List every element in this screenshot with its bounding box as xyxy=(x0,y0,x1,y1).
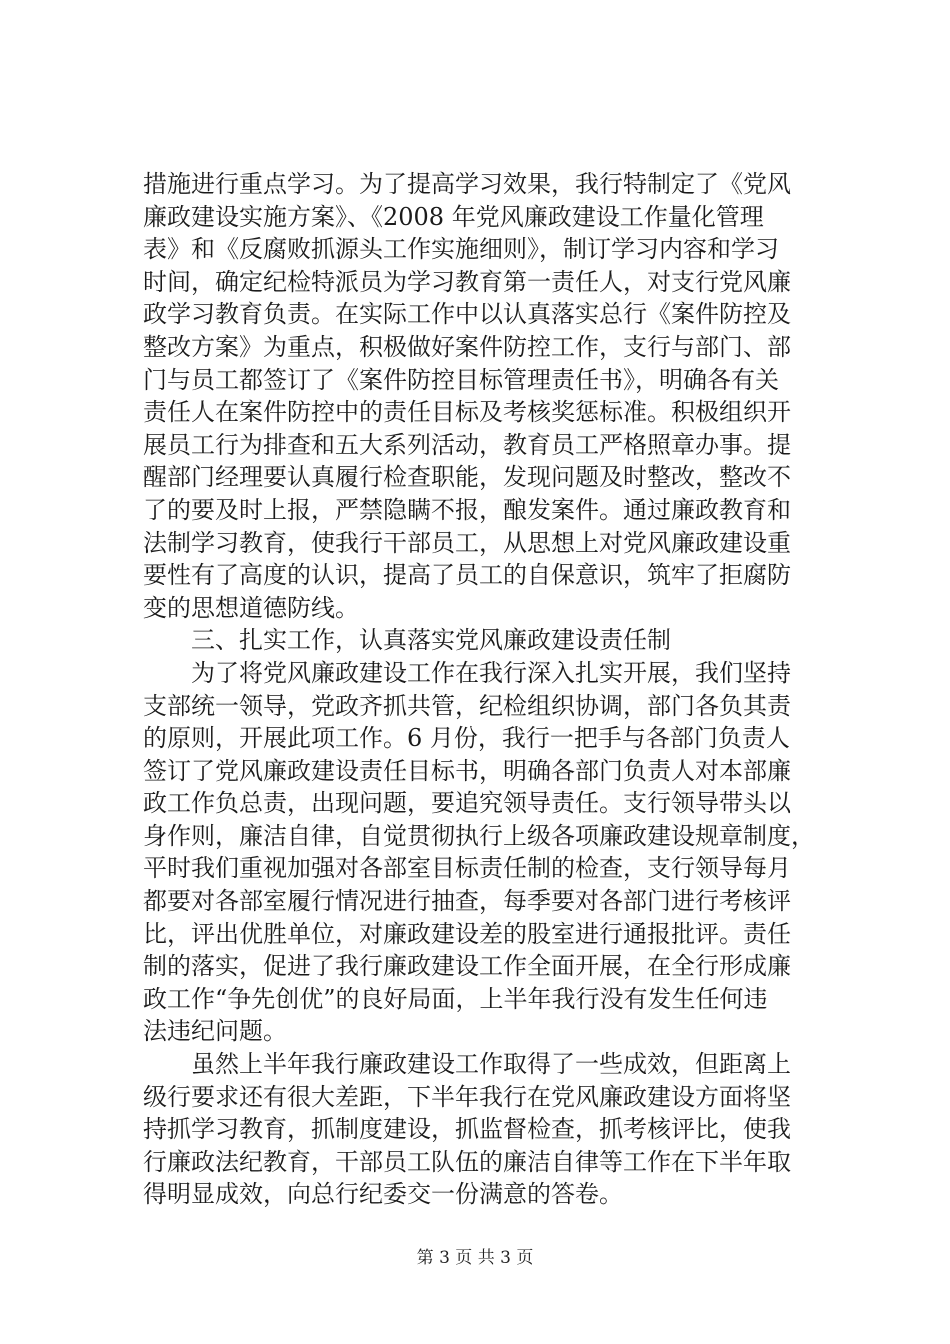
text-line: 法违纪问题。 xyxy=(143,1017,287,1046)
text-line: 得明显成效，向总行纪委交一份满意的答卷。 xyxy=(143,1180,623,1209)
text-line: 法制学习教育，使我行干部员工，从思想上对党风廉政建设重 xyxy=(143,528,791,557)
text-line: 门与员工都签订了《案件防控目标管理责任书》，明确各有关 xyxy=(143,365,779,394)
text-line: 时间，确定纪检特派员为学习教育第一责任人，对支行党风廉 xyxy=(143,267,791,296)
text-line: 政工作负总责，出现问题，要追究领导责任。支行领导带头以 xyxy=(143,789,791,818)
text-line: 责任人在案件防控中的责任目标及考核奖惩标准。积极组织开 xyxy=(143,398,791,427)
text-line: 展员工行为排查和五大系列活动，教育员工严格照章办事。提 xyxy=(143,430,791,459)
text-line: 都要对各部室履行情况进行抽查，每季要对各部门进行考核评 xyxy=(143,887,791,916)
text-line: 要性有了高度的认识，提高了员工的自保意识，筑牢了拒腐防 xyxy=(143,561,791,590)
text-line: 签订了党风廉政建设责任目标书，明确各部门负责人对本部廉 xyxy=(143,756,791,785)
text-line: 了的要及时上报，严禁隐瞒不报，酿发案件。通过廉政教育和 xyxy=(143,495,791,524)
text-line: 级行要求还有很大差距，下半年我行在党风廉政建设方面将坚 xyxy=(143,1082,791,1111)
text-line: 廉政建设实施方案》、《2008 年党风廉政建设工作量化管理 xyxy=(143,202,764,231)
document-body xyxy=(143,168,849,1211)
text-line: 为了将党风廉政建设工作在我行深入扎实开展，我们坚持 xyxy=(143,658,791,687)
text-line: 比，评出优胜单位，对廉政建设差的股室进行通报批评。责任 xyxy=(143,919,791,948)
text-line: 平时我们重视加强对各部室目标责任制的检查，支行领导每月 xyxy=(143,854,791,883)
text-line: 变的思想道德防线。 xyxy=(143,593,359,622)
text-line: 三、扎实工作，认真落实党风廉政建设责任制 xyxy=(143,626,671,655)
text-line: 持抓学习教育，抓制度建设，抓监督检查，抓考核评比，使我 xyxy=(143,1115,791,1144)
text-line: 行廉政法纪教育，干部员工队伍的廉洁自律等工作在下半年取 xyxy=(143,1147,791,1176)
text-line: 醒部门经理要认真履行检查职能，发现问题及时整改，整改不 xyxy=(143,463,791,492)
page-footer: 第 3 页 共 3 页 xyxy=(416,1248,534,1268)
text-line: 政工作“争先创优”的良好局面，上半年我行没有发生任何违 xyxy=(143,984,768,1013)
text-line: 政学习教育负责。在实际工作中以认真落实总行《案件防控及 xyxy=(143,300,791,329)
text-line: 措施进行重点学习。为了提高学习效果，我行特制定了《党风 xyxy=(143,170,791,198)
text-line: 表》和《反腐败抓源头工作实施细则》，制订学习内容和学习 xyxy=(143,235,779,264)
text-line: 支部统一领导，党政齐抓共管，纪检组织协调，部门各负其责 xyxy=(143,691,791,720)
text-line: 身作则，廉洁自律，自觉贯彻执行上级各项廉政建设规章制度， xyxy=(143,821,815,850)
text-line: 整改方案》为重点，积极做好案件防控工作，支行与部门、部 xyxy=(143,332,791,361)
text-line: 的原则，开展此项工作。6 月份，我行一把手与各部门负责人 xyxy=(143,724,790,753)
text-line: 虽然上半年我行廉政建设工作取得了一些成效，但距离上 xyxy=(143,1050,791,1079)
text-line: 制的落实，促进了我行廉政建设工作全面开展，在全行形成廉 xyxy=(143,952,791,981)
